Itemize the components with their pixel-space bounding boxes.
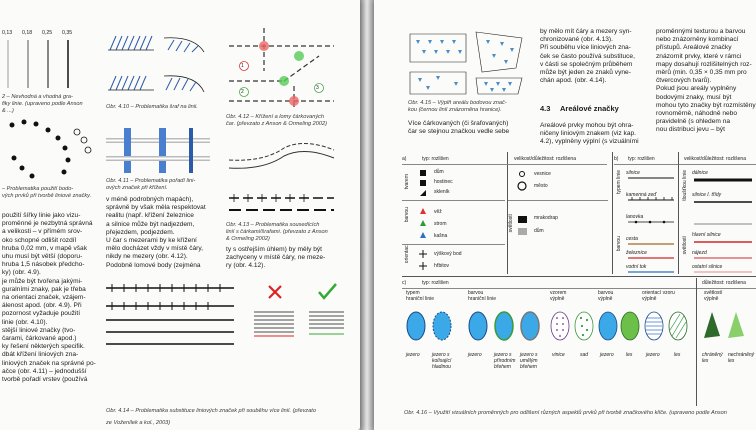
area-label: nechráněný les — [728, 352, 755, 364]
text-line: hruba 0,02 mm, v mapě však — [2, 244, 88, 252]
title-line: světlostí — [704, 290, 723, 296]
section-title: Areálové značky — [560, 104, 619, 113]
text-line: hruba 1,5 násobek předcho- — [2, 261, 85, 269]
table-c-area-symbols — [402, 278, 756, 406]
area-label: jezero s umělým břehem — [520, 352, 538, 370]
symbol-label: město — [534, 183, 548, 189]
line-label: dálnice — [692, 170, 708, 176]
text-line: pozornost vyžaduje použití — [2, 310, 81, 318]
caption-line: Obr. 4.11 – Problematika pořadí lini- — [106, 178, 196, 184]
text-line: bodovými znaky, musí být — [656, 93, 732, 101]
caption-line: ových značek při křížení. — [106, 185, 168, 191]
text-line: nou distribuci jevu – být — [656, 126, 725, 134]
symbol-label: dům — [434, 169, 444, 175]
text-line: álenost apod. (obr. 4.9). Při — [2, 302, 82, 310]
table-header-right: důležitost: rozlišena — [702, 280, 746, 286]
group-title — [642, 290, 675, 302]
caption-line: Obr. 4.13 – Problematika sousedících — [226, 222, 320, 228]
table-header-right: velikost/důležitost: rozlišena — [684, 156, 746, 162]
section-text — [540, 122, 652, 147]
area-label: vinice — [552, 352, 565, 358]
table-header-left: typ: rozlišen — [422, 280, 449, 286]
text-line: linie (obr. 4.10). — [2, 318, 48, 326]
table-tag: c) — [402, 280, 407, 286]
text-line: je může být tvořena jakými- — [2, 277, 83, 285]
title-line: výplně — [704, 296, 719, 302]
line-label: cesta — [626, 236, 638, 242]
area-label: jezero s kolísající hladinou — [432, 352, 452, 370]
fig-4-16-caption: Obr. 4.16 – Využití vizuálních proměnných pro odlišení různých aspektů prvků při tvorbě značkového klíče. (upraveno podle Anson — [404, 410, 727, 416]
table-a-right-symbols — [514, 166, 544, 256]
table-header-left: typ: rozlišen — [422, 156, 449, 162]
text-line: čarami, čárkované apod.) — [2, 335, 77, 343]
text-line: může být jeden ze znaků vyne- — [540, 69, 631, 77]
symbol-label: kašna — [434, 233, 448, 239]
book-gutter — [360, 0, 374, 430]
table-tag: b) — [614, 156, 619, 162]
text-line: stější liniové značky (tvo- — [2, 326, 76, 334]
text-line: rovnoměrně, náhodně nebo — [656, 110, 738, 118]
text-line: proměnné je nezbytná správná — [2, 220, 93, 228]
area-label: sad — [580, 352, 589, 358]
area-label: les — [626, 352, 633, 358]
text-line: čtvercových tvarů). — [656, 77, 712, 85]
column-text-top — [540, 28, 652, 85]
text-line: mapy dosahují rozlišitelných roz- — [656, 60, 752, 68]
row-group-label: barvou — [616, 236, 622, 252]
title-line: barvou — [468, 290, 484, 296]
text-line: použití šířky linie jako vizu- — [2, 212, 81, 219]
fig-4-8-caption — [2, 186, 97, 200]
text-line: znázornit prvky, které v rámci — [656, 52, 742, 60]
table-b-line-symbols — [614, 152, 756, 274]
symbol-label: věž — [434, 209, 442, 215]
group-title — [468, 290, 496, 302]
title-line: hraniční linie — [468, 296, 497, 302]
symbol-label: mrakodrap — [534, 215, 558, 221]
caption-line: Obr. 4.14 – Problematika substituce liniových značek při souběhu více linií. (převzato — [106, 408, 316, 414]
line-width-samples — [2, 38, 82, 90]
text-line: přístupů. Areálové značky — [656, 44, 732, 52]
text-line: mohou tyto značky být rozmístěny — [656, 101, 756, 109]
text-line: U čar s mezerami by ke křížení — [106, 237, 197, 245]
caption-line: 2 – Nevhodná a vhodná gra- — [2, 94, 73, 100]
fig-4-12-caption — [226, 114, 351, 128]
text-line: proměnnými texturou a barvou — [656, 28, 746, 35]
row-group-label: barvou — [404, 207, 410, 223]
right-column-text — [226, 246, 348, 271]
title-line: barvou — [598, 290, 614, 296]
text-line: Pokud jsou areály vyplněny — [656, 85, 737, 93]
caption-line: fiky linie. (upraveno podle Anson — [2, 101, 83, 107]
left-column-text — [2, 212, 102, 384]
column-text-right — [656, 28, 756, 135]
marker-label: 2 — [241, 89, 244, 95]
fig-4-9-line-widths — [2, 30, 82, 90]
row-group-label: tloušťkou linie — [682, 170, 688, 201]
text-line: přejezdem, podjezdem. — [106, 228, 175, 236]
fig-4-15-point-fill — [406, 28, 526, 96]
row-group-label: světlostí — [682, 236, 688, 255]
marker-label: 1 — [241, 63, 244, 69]
text-line: realitu (např. křížení železnice — [106, 212, 194, 220]
text-line: na orientaci značek, vzájem- — [2, 294, 86, 302]
text-line: 4.2), vyplněny výplní (s vizuálními — [540, 138, 639, 146]
text-line: ačce (obr. 4.11) – jednodušší — [2, 367, 87, 375]
text-line: v méně podrobných mapách), — [106, 196, 194, 203]
table-header-right: velikost/důležitost: rozlišena — [514, 156, 576, 162]
caption-line: vých prvků při tvorbě liniové značky. — [2, 193, 92, 199]
section-number: 4.3 — [540, 104, 551, 113]
line-label: železnice — [626, 250, 647, 256]
text-line: ky) (obr. 4.9). — [2, 269, 41, 277]
tick-label: 0,35 — [62, 30, 73, 36]
fig-4-14-caption-tail: ze Voženílek a kol., 2003) — [106, 420, 171, 426]
area-label: les — [674, 352, 681, 358]
row-group-label: orientací — [404, 244, 410, 264]
text-line: ty s ostřejším úhlem) by měly být — [226, 246, 322, 253]
area-label: chráněný les — [702, 352, 723, 364]
title-line: hraniční linie — [406, 296, 435, 302]
fig-4-14-caption — [106, 408, 356, 415]
area-label: jezero s přírodním břehem — [494, 352, 516, 370]
area-label: jezero — [406, 352, 420, 358]
fig-4-13-caption — [226, 222, 351, 243]
line-label: silnice — [626, 170, 640, 176]
symbol-label: dům — [534, 228, 544, 234]
symbol-label: hřbitov — [434, 263, 450, 269]
text-line: zachyceny v místě čáry, ne meze- — [226, 254, 326, 262]
tick-label: 0,18 — [22, 30, 33, 36]
table-b-right-lines — [692, 166, 754, 274]
text-line: Areálové prvky mohou být ohra- — [540, 122, 634, 129]
text-line: a velikosti – v přímém srov- — [2, 228, 83, 236]
area-label: jezero — [468, 352, 482, 358]
line-label: vodní tok — [626, 264, 647, 270]
row-group-label: tvarem — [404, 174, 410, 190]
text-line: dbát křížení liniových zna- — [2, 351, 79, 359]
table-b-left-lines — [626, 166, 678, 274]
title-line: orientací vzoru — [642, 290, 675, 296]
title-line: výplně — [642, 296, 657, 302]
right-page — [374, 0, 756, 430]
text-line: ničeny liniovým znakem (viz kap. — [540, 130, 637, 138]
caption-line: kou (černou linií znázorněna hranice). — [408, 107, 502, 113]
text-line: tvorbě pořadí vrstev (používá — [2, 376, 88, 384]
caption-line: linií s čárkami/šrafami. (převzato z Anson — [226, 229, 328, 235]
fig-4-10-caption: Obr. 4.10 – Problematika šraf na linii. — [106, 104, 198, 110]
symbol-label: skleník — [434, 189, 450, 195]
group-title — [406, 290, 434, 302]
area-label: jezero — [600, 352, 614, 358]
text-line: správně by však měla respektovat — [106, 204, 206, 212]
symbol-label: strom — [434, 221, 447, 227]
text-line: uhu musí být větší (doporu- — [2, 253, 83, 261]
fig-4-8-dotted-line — [2, 110, 92, 190]
line-label: ostatní silnice — [692, 264, 723, 270]
symbol-label: výškový bod — [434, 251, 462, 257]
line-label: hlavní silnice — [692, 232, 721, 238]
text-line: pravidelně (s ohledem na — [656, 118, 731, 126]
text-line: by mělo mít čáry a mezery syn- — [540, 28, 632, 35]
line-label: nájezd — [692, 250, 707, 256]
caption-line: – Problematika použití bodo- — [2, 186, 74, 192]
group-title — [598, 290, 613, 302]
text-line: chán apod. (obr. 4.14). — [540, 77, 607, 85]
text-line: nebo znázorněny kombinací — [656, 36, 739, 44]
text-line: měrů (min. 0,35 × 0,35 mm pro — [656, 69, 747, 77]
text-line: a silnice může být nadjezdem, — [106, 220, 195, 228]
tick-label: 0,13 — [2, 30, 13, 36]
text-line: chronizované (obr. 4.13). — [540, 36, 613, 44]
caption-line: & ...) — [2, 108, 14, 114]
row-group-label: typem linie — [616, 170, 622, 194]
symbol-label: hostinec — [434, 179, 453, 185]
line-label: silnice I. třídy — [692, 192, 722, 198]
text-line: oko schopné odlišit rozdíl — [2, 236, 77, 244]
tick-label: 0,25 — [42, 30, 53, 36]
fig-4-11-line-order — [104, 128, 214, 173]
text-line: nikdy ne mezery (obr. 4.12). — [106, 253, 188, 261]
text-line: guralními znaky, pak je třeba — [2, 285, 86, 293]
bullet-text — [408, 120, 538, 136]
symbol-label: vesnice — [534, 171, 551, 177]
caption-line: Obr. 4.15 – Výplň areálu bodovou znač- — [408, 100, 507, 106]
text-line: mělo docházet vždy v místě čáry, — [106, 245, 203, 253]
table-tag: a) — [402, 156, 407, 162]
title-line: vzorem — [550, 290, 567, 296]
table-header-left: typ: rozlišen — [628, 156, 655, 162]
table-a-point-symbols — [402, 152, 610, 274]
title-line: typem — [406, 290, 420, 296]
line-label: kamenná zeď — [626, 192, 657, 198]
area-label: jezero — [646, 352, 660, 358]
fig-4-11-caption — [106, 178, 224, 192]
text-line: v části se společným průběhem — [540, 60, 633, 68]
text-line: ry (obr. 4.12). — [226, 262, 266, 270]
group-title — [704, 290, 722, 302]
text-line: ček se často používá substituce, — [540, 52, 635, 60]
line-label: lanovka — [626, 214, 644, 220]
fig-4-14-substitution — [104, 280, 349, 358]
row-group-label: světlostí — [508, 214, 514, 233]
title-line: výplně — [598, 296, 613, 302]
text-line: Podobně lomové body (zejména — [106, 261, 201, 269]
text-line: ky řešení některých specifik. — [2, 343, 85, 351]
text-line: Více čárkovaných (či šrafovaných) — [408, 120, 509, 127]
text-line: čar se stejnou značkou vedle sebe — [408, 128, 510, 136]
area-symbol-samples — [402, 306, 756, 350]
text-line: Při souběhu více liniových zna- — [540, 44, 631, 52]
fig-4-10-hatching — [104, 28, 209, 106]
caption-line: čar. (převzato z Anson & Ormeling 2002) — [226, 121, 327, 127]
fig-4-15-caption — [408, 100, 538, 114]
group-title — [550, 290, 566, 302]
middle-column-text — [106, 196, 224, 270]
fig-4-13-adjacent-lines — [224, 140, 344, 220]
caption-line: Obr. 4.12 – Křížení a lomy čárkovaných — [226, 114, 325, 120]
text-line: liniových značek na správné po- — [2, 359, 96, 367]
marker-label: 3 — [316, 85, 319, 91]
left-page — [0, 0, 360, 430]
title-line: výplně — [550, 296, 565, 302]
caption-line: & Ormeling 2002) — [226, 236, 270, 242]
